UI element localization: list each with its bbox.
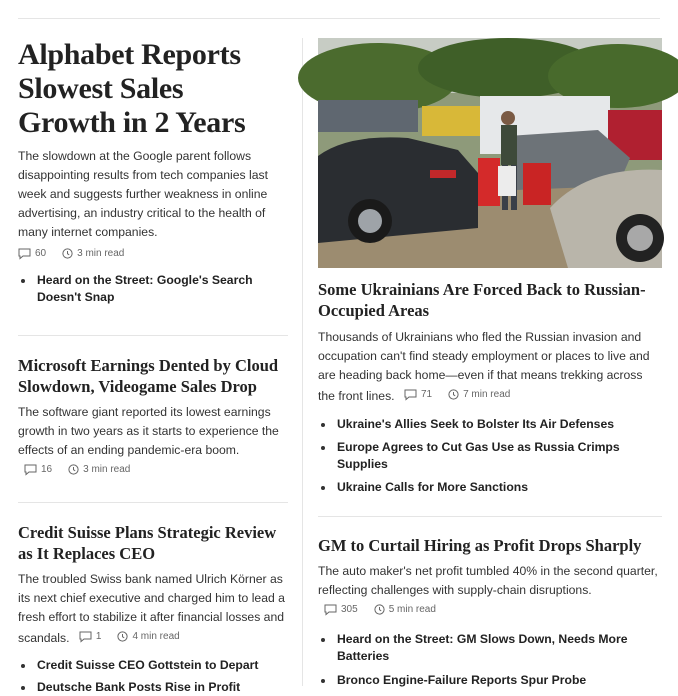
comment-icon[interactable] <box>404 389 417 400</box>
lead-related-list <box>18 272 288 306</box>
story-divider <box>318 516 662 517</box>
story-summary-text: The auto maker's net profit tumbled 40% in the second quarter, reflecting challenges with supply-chain disruptions. <box>318 564 658 597</box>
lead-headline[interactable]: Alphabet Reports Slowest Sales Growth in 2 Years <box>18 38 246 139</box>
related-link[interactable]: Europe Agrees to Cut Gas Use as Russia Crimps Supplies <box>318 439 662 473</box>
related-link[interactable]: Ukraine Calls for More Sanctions <box>318 479 662 496</box>
lead-summary-text: The slowdown at the Google parent follows disappointing results from tech companies last week and suggests further weakness in online advertising, an industry critical to the health of many internet companies. <box>18 149 268 239</box>
comment-count[interactable]: 16 <box>41 464 53 475</box>
story-headline[interactable]: Credit Suisse Plans Strategic Review as It Replaces CEO <box>18 523 277 563</box>
clock-icon <box>448 389 459 400</box>
story-divider <box>18 335 288 336</box>
story-summary-text: The software giant reported its lowest earnings growth in two years as it starts to experience the effects of an ending pandemic-era boom. <box>18 405 279 457</box>
related-link[interactable]: Credit Suisse CEO Gottstein to Depart <box>18 657 288 674</box>
story-summary-text: The troubled Swiss bank named Ulrich Körner as its next chief executive and charged him to lead a fresh effort to stabilize it after financial losses and scandals. <box>18 572 285 645</box>
comment-count[interactable]: 1 <box>95 631 102 642</box>
comment-icon[interactable] <box>79 631 92 642</box>
related-link[interactable]: Bronco Engine-Failure Reports Spur Probe <box>318 672 662 689</box>
left-column <box>18 38 288 696</box>
read-time: 5 min read <box>388 604 436 615</box>
story-meta <box>404 385 510 404</box>
story-summary <box>318 562 662 621</box>
clock-icon <box>117 631 128 642</box>
right-column <box>318 38 662 689</box>
related-link[interactable]: Ukraine's Allies Seek to Bolster Its Air Defenses <box>318 416 662 433</box>
story-related-list <box>318 631 662 689</box>
story-divider <box>18 502 288 503</box>
lead-summary <box>18 147 288 242</box>
story-summary <box>18 570 288 648</box>
clock-icon <box>374 604 385 615</box>
column-divider <box>302 38 303 686</box>
top-rule <box>18 18 660 19</box>
lead-story <box>18 38 288 306</box>
comment-count[interactable]: 60 <box>35 248 47 259</box>
story-headline[interactable]: Some Ukrainians Are Forced Back to Russian-Occupied Areas <box>318 280 646 320</box>
related-link[interactable]: Heard on the Street: GM Slows Down, Needs More Batteries <box>318 631 662 665</box>
story-gm <box>318 535 662 689</box>
story-microsoft <box>18 355 288 481</box>
comment-count[interactable]: 71 <box>420 389 433 400</box>
read-time: 7 min read <box>463 389 511 400</box>
story-headline[interactable]: Microsoft Earnings Dented by Cloud Slowdown, Videogame Sales Drop <box>18 356 279 396</box>
story-summary <box>318 328 662 406</box>
story-summary <box>18 403 288 481</box>
comment-icon[interactable] <box>24 464 37 475</box>
read-time: 4 min read <box>132 631 180 642</box>
story-summary-text: Thousands of Ukrainians who fled the Russian invasion and occupation can't find steady employment or places to live and are heading back home—even if that means trekking across the front lines. <box>318 330 650 403</box>
read-time: 3 min read <box>83 464 131 475</box>
clock-icon <box>62 248 73 259</box>
comment-count[interactable]: 305 <box>341 604 358 615</box>
story-credit-suisse <box>18 522 288 696</box>
lead-meta <box>18 246 288 262</box>
story-meta <box>79 627 180 646</box>
read-time: 3 min read <box>77 248 125 259</box>
story-meta <box>324 600 436 619</box>
related-link[interactable]: Deutsche Bank Posts Rise in Profit <box>18 679 288 696</box>
story-photo[interactable] <box>318 38 662 268</box>
story-related-list <box>318 416 662 496</box>
story-ukraine <box>318 38 662 496</box>
comment-icon[interactable] <box>18 248 31 259</box>
comment-icon[interactable] <box>324 604 337 615</box>
story-meta <box>24 460 130 479</box>
story-headline[interactable]: GM to Curtail Hiring as Profit Drops Sharply <box>318 536 642 555</box>
clock-icon <box>68 464 79 475</box>
story-related-list <box>18 657 288 696</box>
related-link[interactable]: Heard on the Street: Google's Search Doesn't Snap <box>18 272 288 306</box>
